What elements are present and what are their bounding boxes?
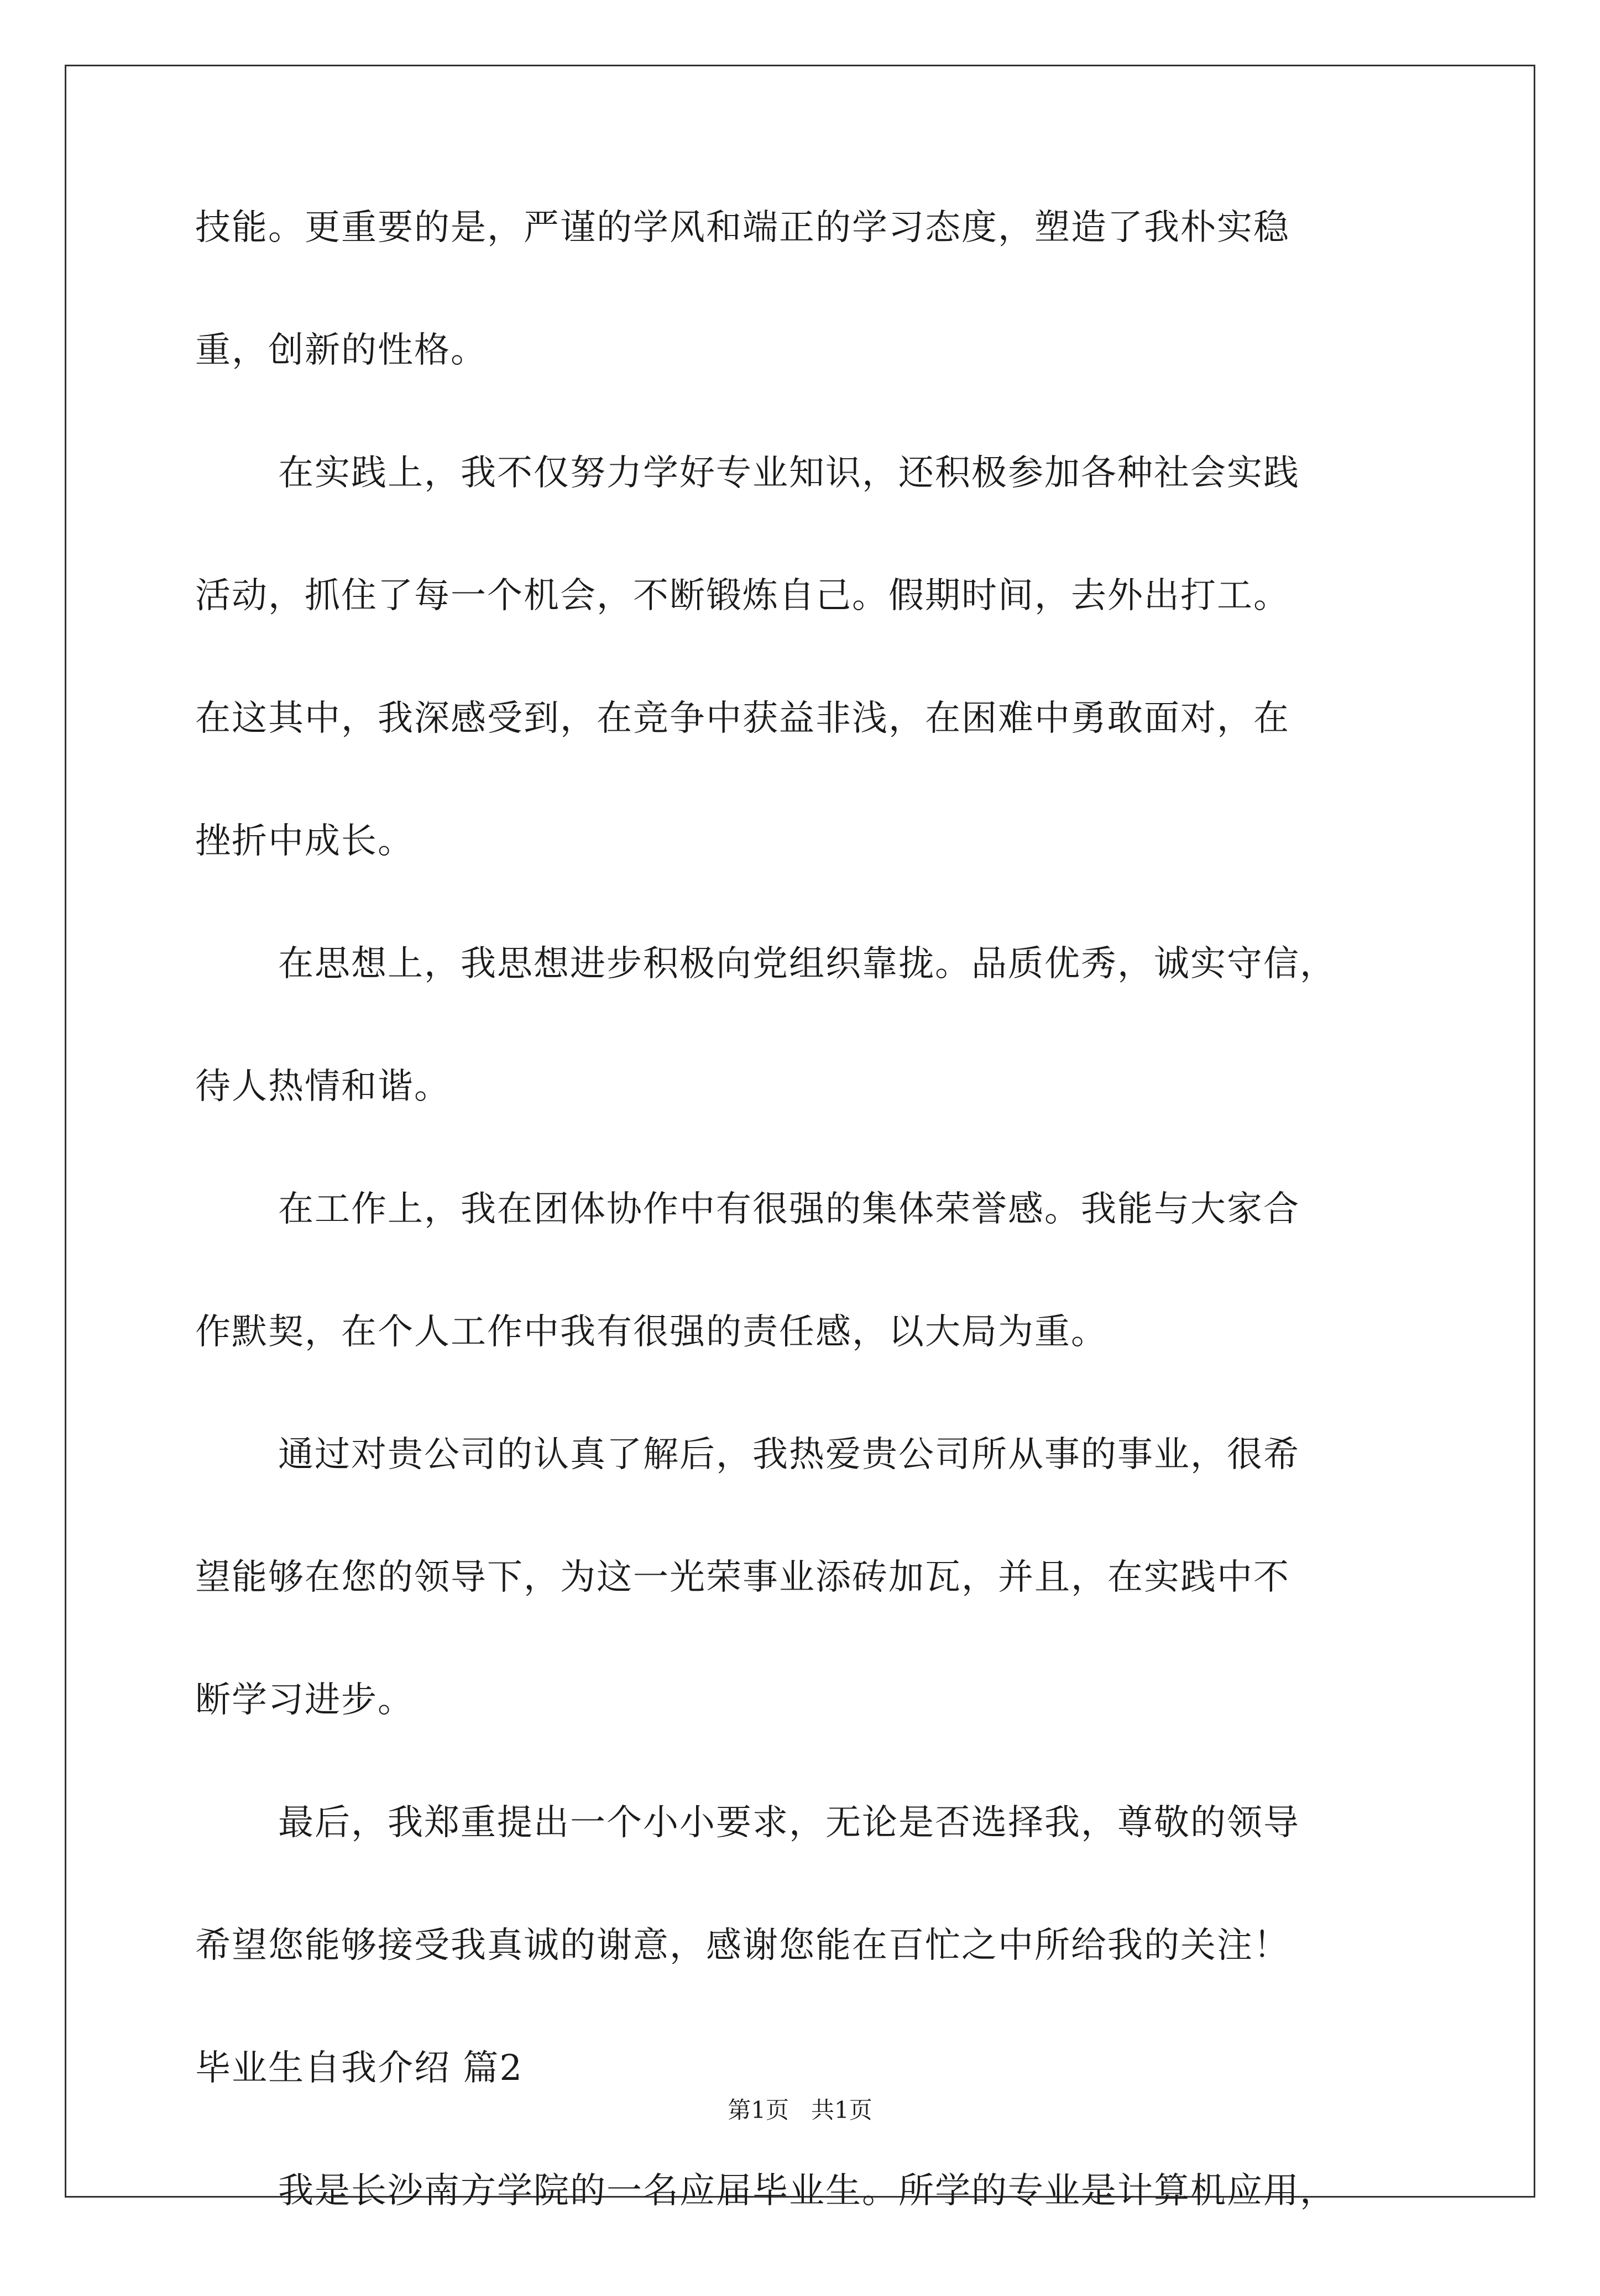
paragraph-start-line: 最后，我郑重提出一个小小要求，无论是否选择我，尊敬的领导	[278, 1802, 1300, 1843]
section-heading: 毕业生自我介绍 篇2	[195, 2048, 524, 2089]
paragraph-start-line: 通过对贵公司的认真了解后，我热爱贵公司所从事的事业，很希	[278, 1434, 1300, 1475]
paragraph-start-line: 我是长沙南方学院的一名应届毕业生。所学的专业是计算机应用，	[278, 2171, 1336, 2211]
document-body	[195, 207, 1439, 2296]
text-line: 望能够在您的领导下，为这一光荣事业添砖加瓦，并且，在实践中不	[195, 1557, 1290, 1598]
page-footer: 第1页 共1页	[728, 2096, 872, 2124]
text-line: 重，创新的性格。	[195, 330, 487, 371]
text-line: 希望您能够接受我真诚的谢意，感谢您能在百忙之中所给我的关注！	[195, 1925, 1290, 1966]
text-line: 在这其中，我深感受到，在竞争中获益非浅，在困难中勇敢面对，在	[195, 698, 1290, 739]
paragraph-start-line: 在实践上，我不仅努力学好专业知识，还积极参加各种社会实践	[278, 453, 1300, 494]
paragraph-start-line: 在思想上，我思想进步积极向党组织靠拢。品质优秀，诚实守信，	[278, 943, 1336, 984]
text-line: 断学习进步。	[195, 1680, 414, 1721]
text-line: 挫折中成长。	[195, 821, 414, 862]
text-line: 待人热情和谐。	[195, 1066, 451, 1107]
text-line: 作默契，在个人工作中我有很强的责任感，以大局为重。	[195, 1312, 1107, 1353]
text-line: 技能。更重要的是，严谨的学风和端正的学习态度，塑造了我朴实稳	[195, 207, 1290, 248]
paragraph-start-line: 在工作上，我在团体协作中有很强的集体荣誉感。我能与大家合	[278, 1189, 1300, 1230]
text-line: 活动，抓住了每一个机会，不断锻炼自己。假期时间，去外出打工。	[195, 575, 1290, 616]
